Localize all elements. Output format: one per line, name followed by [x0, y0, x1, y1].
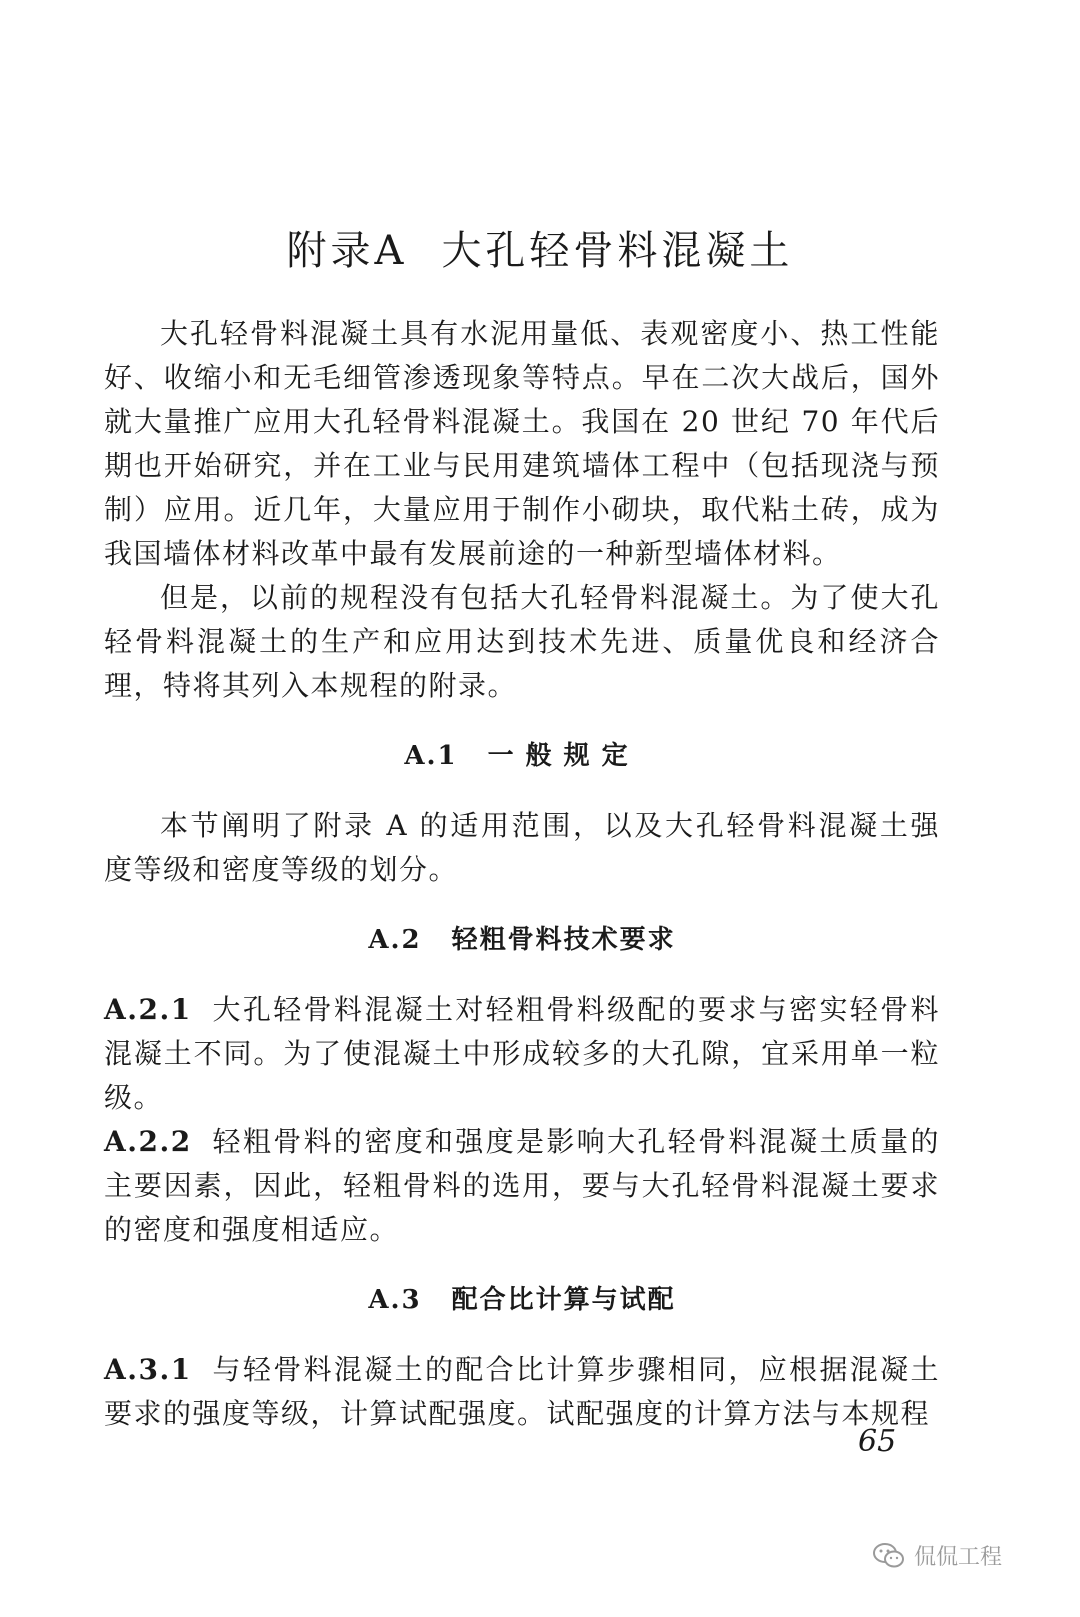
section-title: 轻粗骨料技术要求 — [451, 925, 676, 955]
section-heading-a1 — [104, 734, 940, 778]
clause-text: 轻粗骨料的密度和强度是影响大孔轻骨料混凝土质量的主要因素，因此，轻粗骨料的选用，要与大孔轻骨料混凝土要求的密度和强度相适应。 — [104, 1125, 940, 1246]
section-number: A.2 — [368, 925, 422, 955]
clause-a21 — [104, 988, 940, 1120]
clause-text: 与轻骨料混凝土的配合比计算步骤相同，应根据混凝土要求的强度等级，计算试配强度。试配强度的计算方法与本规程 — [104, 1353, 940, 1430]
clause-a31 — [104, 1348, 940, 1436]
section-number: A.3 — [368, 1285, 422, 1315]
intro-paragraph-1: 大孔轻骨料混凝土具有水泥用量低、表观密度小、热工性能好、收缩小和无毛细管渗透现象等特点。早在二次大战后，国外就大量推广应用大孔轻骨料混凝土。我国在 20 世纪 70 年代后期也开始研究，并在工业与民用建筑墙体工程中（包括现浇与预制）应用。近几年，大量应用于制作小砌块，取代粘土砖，成为我国墙体材料改革中最有发展前途的一种新型墙体材料。 — [104, 317, 940, 570]
section-number: A.1 — [404, 741, 458, 771]
page-number: 65 — [858, 1424, 897, 1459]
section-heading-a3 — [104, 1278, 940, 1322]
section-a1-paragraph: 本节阐明了附录 A 的适用范围，以及大孔轻骨料混凝土强度等级和密度等级的划分。 — [104, 809, 940, 886]
watermark — [872, 1540, 1002, 1571]
clause-a22 — [104, 1120, 940, 1252]
clause-number: A.3.1 — [104, 1353, 192, 1386]
section-heading-a2 — [104, 918, 940, 962]
appendix-name: 大孔轻骨料混凝土 — [441, 227, 794, 274]
watermark-text: 侃侃工程 — [914, 1545, 1003, 1570]
section-title: 一般规定 — [487, 741, 640, 771]
document-body — [104, 312, 940, 1436]
clause-text: 大孔轻骨料混凝土对轻粗骨料级配的要求与密实轻骨料混凝土不同。为了使混凝土中形成较多的大孔隙，宜采用单一粒级。 — [104, 993, 940, 1114]
appendix-label: 附录A — [286, 227, 408, 274]
section-title: 配合比计算与试配 — [451, 1285, 676, 1315]
wechat-icon — [872, 1541, 906, 1571]
appendix-title — [0, 219, 1080, 276]
clause-number: A.2.2 — [104, 1125, 192, 1158]
intro-paragraph-2: 但是，以前的规程没有包括大孔轻骨料混凝土。为了使大孔轻骨料混凝土的生产和应用达到技术先进、质量优良和经济合理，特将其列入本规程的附录。 — [104, 581, 940, 702]
clause-number: A.2.1 — [104, 993, 192, 1026]
